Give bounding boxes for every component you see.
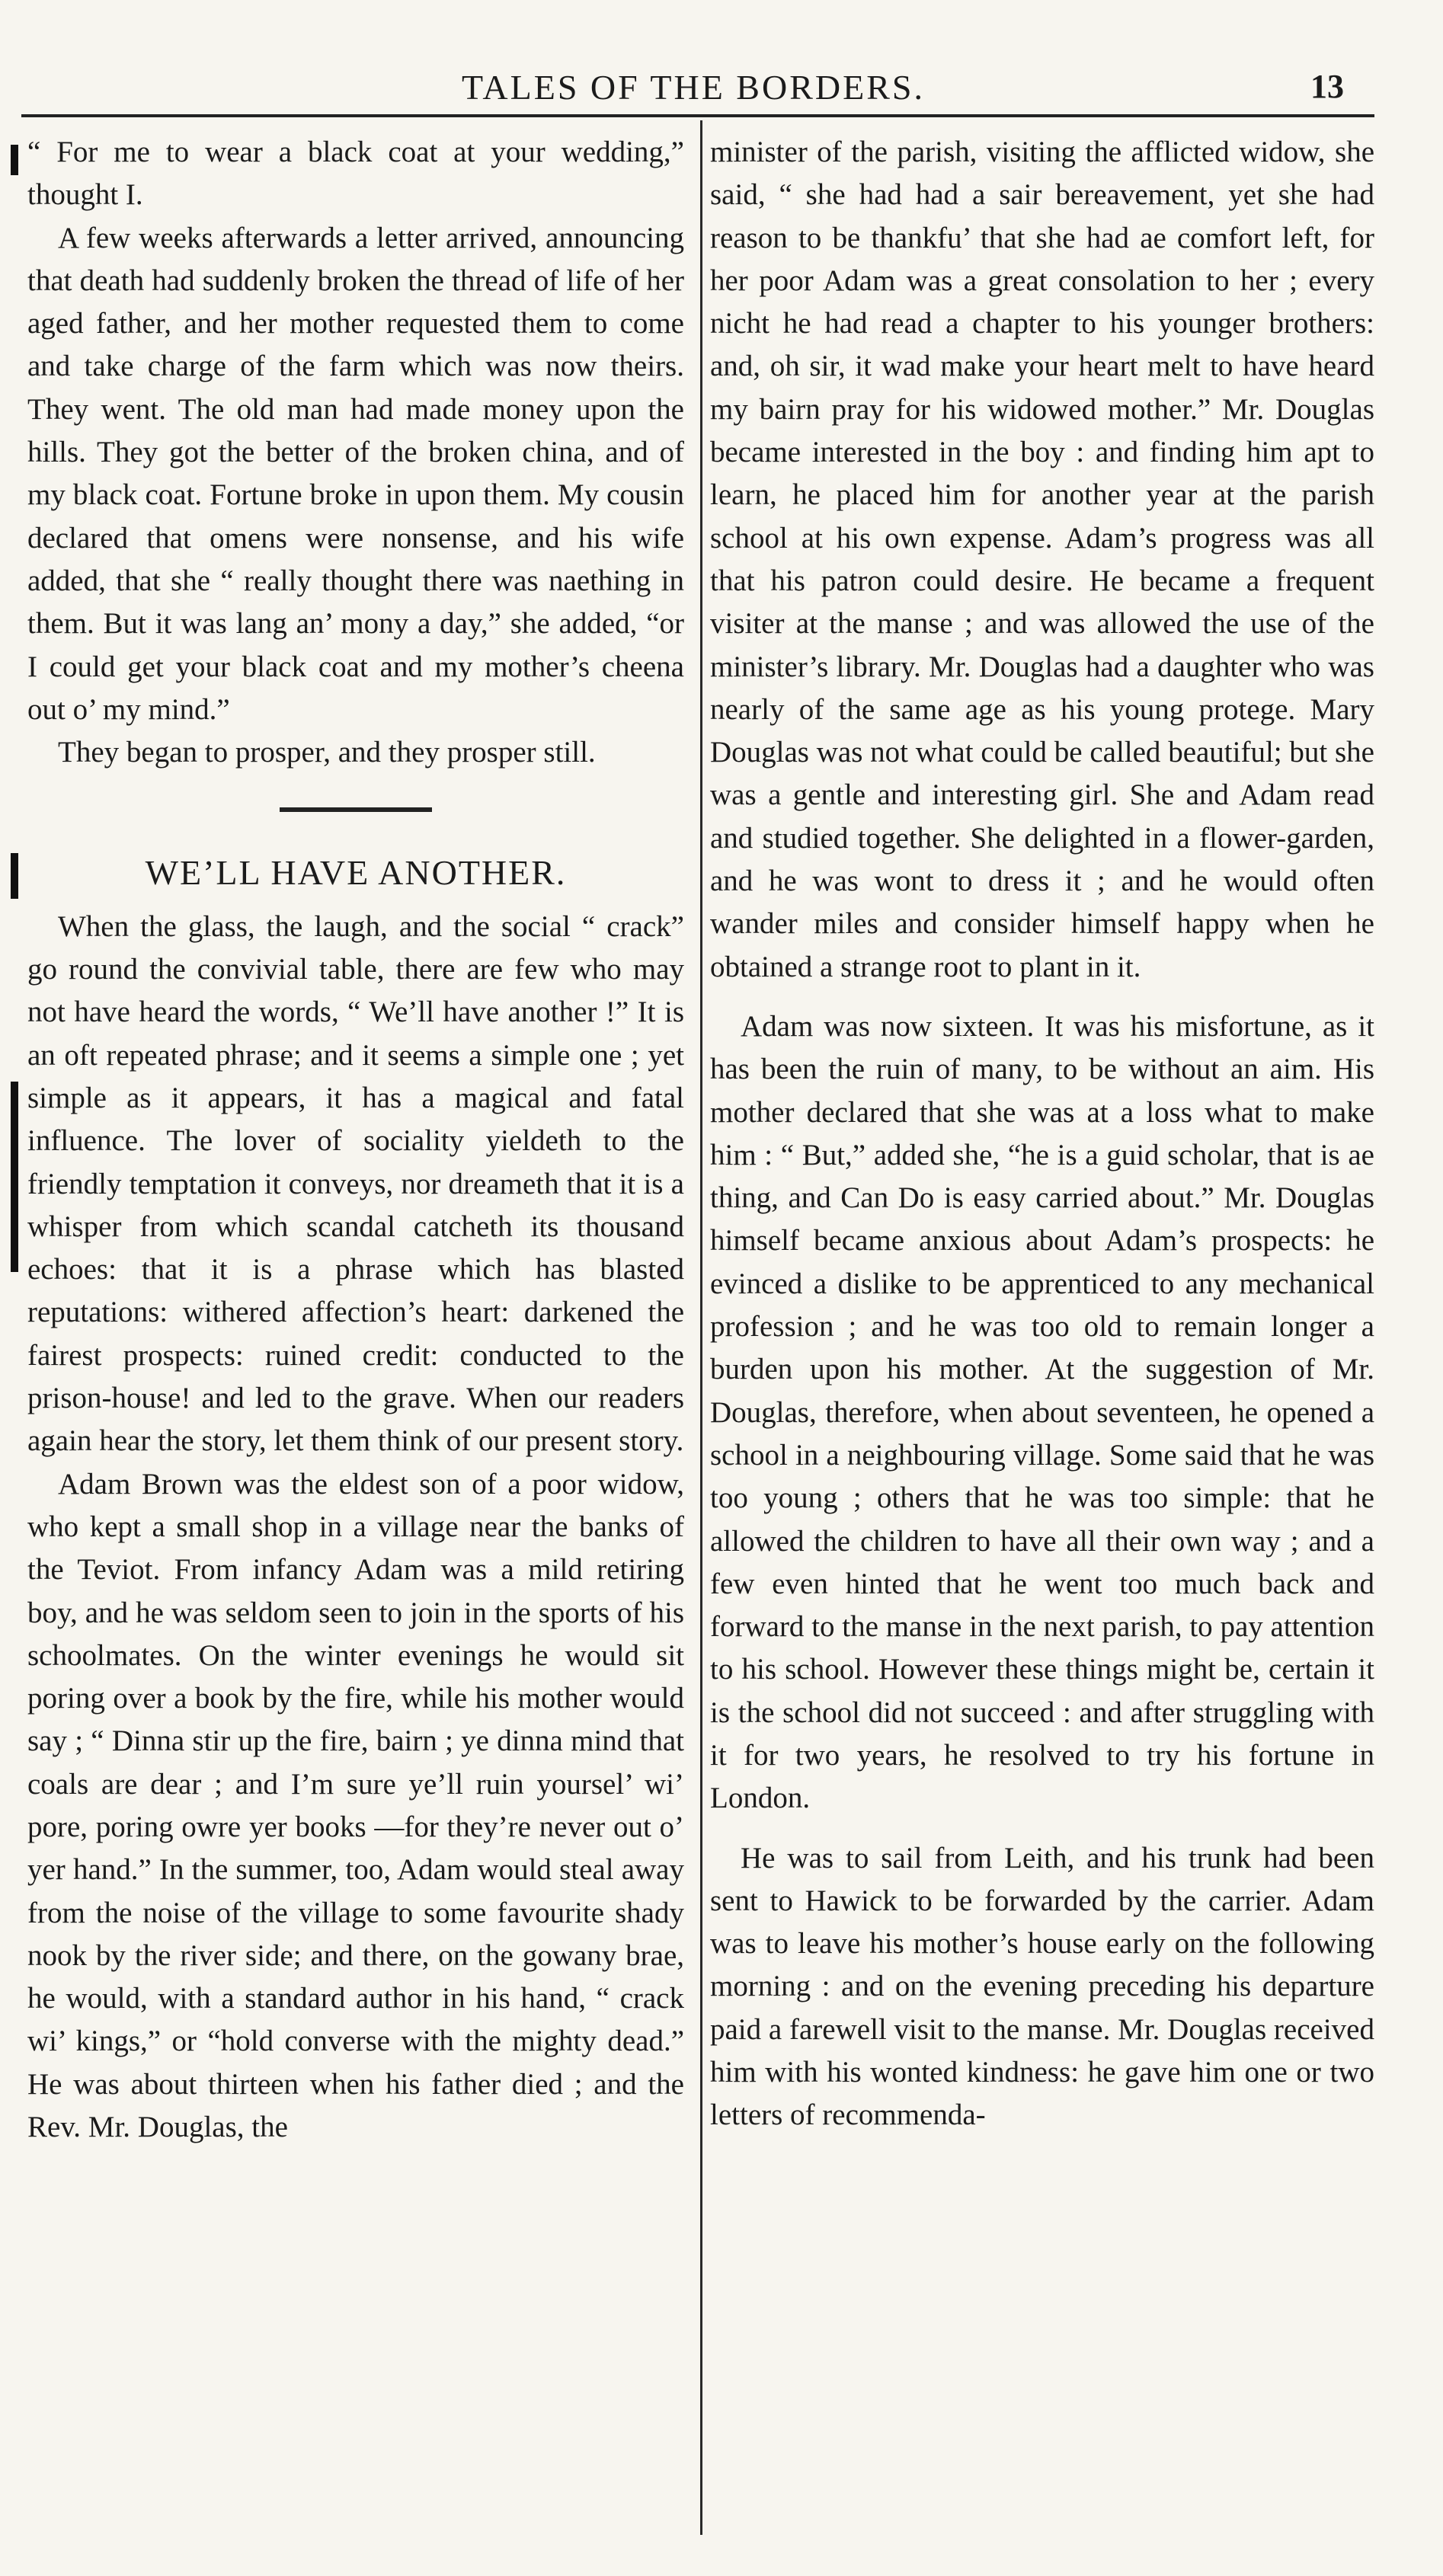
page-number: 13 — [1310, 68, 1344, 105]
paragraph: They began to prosper, and they prosper still. — [58, 736, 596, 769]
margin-mark — [11, 1082, 18, 1272]
page-header — [0, 67, 1443, 120]
paragraph: Adam was now sixteen. It was his misfortune, as it has been the ruin of many, to be without an aim. His mother declared that she was at a loss what to make him : “ But,” added she, “he is a guid scholar, that is ae thing, and Can Do is easy carried about.” Mr. Douglas himself became anxious about Adam’s prospects: he evinced a dislike to be apprenticed to any mechanical profession ; and he was too old to remain longer a burden upon his mother. At the suggestion of Mr. Douglas, therefore, when about seventeen, he opened a school in a neighbouring village. Some said that he was too young ; others that he was too simple: that he allowed the children to have all their own way ; and a few even hinted that he went too much back and forward to the manse in the next parish, to pay attention to his school. However these things might be, certain it is the school did not succeed : and after struggling with it for two years, he resolved to try his fortune in London. — [710, 1009, 1374, 1815]
header-rule — [21, 114, 1374, 117]
left-column — [27, 131, 684, 2149]
margin-mark — [11, 145, 18, 175]
paragraph: He was to sail from Leith, and his trunk had been sent to Hawick to be forwarded by the carrier. Adam was to leave his mother’s house early on the following morning : and on the evening preceding his departure paid a farewell visit to the manse. Mr. Douglas received him with his wonted kindness: he gave him one or two letters of recommenda- — [710, 1841, 1374, 2132]
paragraph: “ For me to wear a black coat at your wedding,” thought I. — [27, 136, 684, 212]
paragraph: A few weeks afterwards a letter arrived, announcing that death had suddenly broken the thread of life of her aged father, and her mother requested them to come and take charge of the farm which was now theirs. They went. The old man had made money upon the hills. They got the better of the broken china, and of my black coat. Fortune broke in upon them. My cousin declared that omens were nonsense, and his wife added, that she “ really thought there was naething in them. But it was lang an’ mony a day,” she added, “or I could get your black coat and my mother’s cheena out o’ my mind.” — [27, 221, 684, 726]
section-separator — [280, 807, 432, 812]
section-title: WE’LL HAVE ANOTHER. — [145, 853, 567, 893]
column-divider — [700, 120, 702, 2535]
paragraph: minister of the parish, visiting the afflicted widow, she said, “ she had had a sair bereavement, yet she had reason to be thankfu’ that she had ae comfort left, for her poor Adam was a great consolation to her ; every nicht he had read a chapter to his younger brothers: and, oh sir, it wad make your heart melt to have heard my bairn pray for his widowed mother.” Mr. Douglas became interested in the boy : and finding him apt to learn, he placed him for another year at the parish school at his own expense. Adam’s progress was all that his patron could desire. He became a frequent visiter at the manse ; and was allowed the use of the minister’s library. Mr. Douglas had a daughter who was nearly of the same age as his young protege. Mary Douglas was not what could be called beautiful; but she was a gentle and interesting girl. She and Adam read and studied together. She delighted in a flower-garden, and he was wont to dress it ; and he would often wander miles and consider himself happy when he obtained a strange root to plant in it. — [710, 136, 1374, 983]
paragraph: Adam Brown was the eldest son of a poor widow, who kept a small shop in a village near the banks of the Teviot. From infancy Adam was a mild retiring boy, and he was seldom seen to join in the sports of his schoolmates. On the winter evenings he would sit poring over a book by the fire, while his mother would say ; “ Dinna stir up the fire, bairn ; ye dinna mind that coals are dear ; and I’m sure ye’ll ruin yoursel’ wi’ pore, poring owre yer books —for they’re never out o’ yer hand.” In the summer, too, Adam would steal away from the noise of the village to some favourite shady nook by the river side; and there, on the gowany brae, he would, with a standard author in his hand, “ crack wi’ kings,” or “hold converse with the mighty dead.” He was about thirteen when his father died ; and the Rev. Mr. Douglas, the — [27, 1467, 684, 2144]
paragraph: When the glass, the laugh, and the social “ crack” go round the convivial table, there are few who may not have heard the words, “ We’ll have another !” It is an oft repeated phrase; and it seems a simple one ; yet simple as it appears, it has a magical and fatal influence. The lover of sociality yieldeth to the friendly temptation it conveys, nor dreameth that it is a whisper from which scandal catcheth its thousand echoes: that it is a phrase which has blasted reputations: withered affection’s heart: darkened the fairest prospects: ruined credit: conducted to the prison-house! and led to the grave. When our readers again hear the story, let them think of our present story. — [27, 909, 684, 1458]
margin-mark — [11, 853, 18, 899]
running-title: TALES OF THE BORDERS. — [462, 68, 925, 107]
right-column — [710, 131, 1374, 2137]
